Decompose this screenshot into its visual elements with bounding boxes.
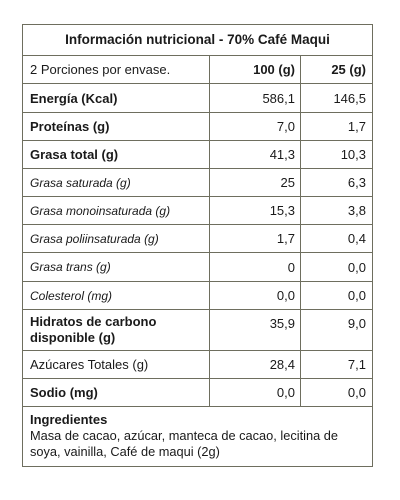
row-value-100g: 7,0 (209, 113, 300, 140)
table-row (23, 141, 372, 169)
row-label: Sodio (mg) (30, 385, 98, 400)
row-value-100g: 28,4 (209, 351, 300, 378)
row-value-25g: 6,3 (300, 169, 372, 196)
portions-text: 2 Porciones por envase. (30, 62, 171, 77)
table-row (23, 197, 372, 225)
row-label: Grasa poliinsaturada (g) (30, 231, 159, 246)
column-header-25g: 25 (g) (300, 56, 372, 83)
row-value-25g: 9,0 (300, 310, 372, 350)
ingredients-title: Ingredientes (30, 412, 108, 427)
row-value-100g: 0,0 (209, 282, 300, 309)
row-label: Proteínas (g) (30, 119, 110, 134)
row-value-100g: 586,1 (209, 84, 300, 112)
row-value-100g: 1,7 (209, 225, 300, 252)
row-label: Azúcares Totales (g) (30, 357, 149, 372)
table-row (23, 282, 372, 310)
row-value-25g: 10,3 (300, 141, 372, 168)
row-value-25g: 146,5 (300, 84, 372, 112)
row-label: Colesterol (mg) (30, 288, 113, 303)
table-row (23, 351, 372, 379)
row-label: Energía (Kcal) (30, 90, 118, 106)
row-value-25g: 0,4 (300, 225, 372, 252)
table-row (23, 84, 372, 113)
row-value-100g: 41,3 (209, 141, 300, 168)
row-value-25g: 7,1 (300, 351, 372, 378)
row-label: Grasa total (g) (30, 147, 119, 162)
label-title: Información nutricional - 70% Café Maqui (23, 25, 372, 56)
row-label: Grasa monoinsaturada (g) (30, 203, 171, 218)
column-header-100g: 100 (g) (209, 56, 300, 83)
ingredients-text: Masa de cacao, azúcar, manteca de cacao, lecitina de soya, vainilla, Café de maqui (2g) (30, 428, 339, 459)
row-label: Grasa trans (g) (30, 260, 111, 274)
row-value-25g: 1,7 (300, 113, 372, 140)
table-row (23, 169, 372, 197)
table-row (23, 253, 372, 282)
table-row (23, 225, 372, 253)
row-label: Grasa saturada (g) (30, 175, 131, 190)
row-value-100g: 0,0 (209, 379, 300, 406)
row-value-100g: 25 (209, 169, 300, 196)
row-label: Hidratos de carbono disponible (g) (30, 314, 157, 345)
row-value-25g: 0,0 (300, 379, 372, 406)
header-row (23, 56, 372, 84)
row-value-25g: 0,0 (300, 253, 372, 281)
row-value-100g: 35,9 (209, 310, 300, 350)
row-value-25g: 3,8 (300, 197, 372, 224)
table-row (23, 310, 372, 351)
nutrition-label (22, 24, 373, 467)
ingredients-section (23, 407, 372, 466)
table-row (23, 113, 372, 141)
row-value-25g: 0,0 (300, 282, 372, 309)
row-value-100g: 0 (209, 253, 300, 281)
row-value-100g: 15,3 (209, 197, 300, 224)
table-row (23, 379, 372, 407)
